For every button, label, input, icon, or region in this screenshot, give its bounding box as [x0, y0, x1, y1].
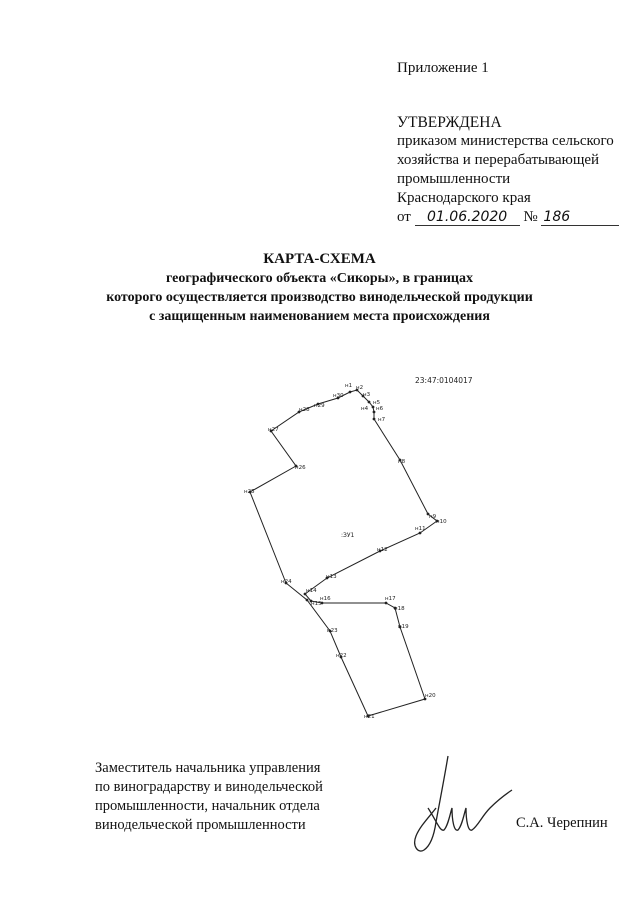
vertex-dot: [373, 418, 376, 421]
title-line: географического объекта «Сикоры», в границах: [166, 271, 473, 286]
handwritten-number: 186: [541, 210, 619, 226]
parcel-boundary: [250, 390, 437, 716]
point-label: н18: [394, 606, 405, 612]
point-label: н12: [377, 547, 388, 553]
signer-line: Заместитель начальника управления: [95, 760, 321, 776]
approval-line: промышленности: [397, 171, 511, 187]
point-label: н11: [415, 526, 426, 532]
vertex-dot: [368, 401, 371, 404]
parcel-label: :ЗУ1: [341, 532, 355, 539]
handwritten-signature: [400, 750, 515, 860]
point-label: н8: [398, 459, 406, 465]
point-label: н4: [361, 406, 369, 412]
title-line: КАРТА-СХЕМА: [263, 251, 376, 267]
point-label: н19: [398, 624, 409, 630]
point-label: н6: [376, 406, 384, 412]
point-label: н14: [306, 588, 317, 594]
vertex-dot: [349, 391, 352, 394]
point-label: н25: [244, 489, 255, 495]
point-label: н16: [320, 596, 331, 602]
boundary-vertices: [249, 389, 439, 718]
point-label: н23: [327, 628, 338, 634]
point-label: н7: [378, 417, 386, 423]
signer-name: С.А. Черепнин: [516, 815, 608, 831]
approval-line: приказом министерства сельского: [397, 133, 614, 149]
appendix-label: Приложение 1: [397, 60, 489, 76]
vertex-dot: [419, 532, 422, 535]
point-label: н30: [333, 393, 344, 399]
point-label: н5: [373, 400, 381, 406]
point-label: н26: [295, 465, 306, 471]
title-line: которого осуществляется производство винодельческой продукции: [106, 290, 533, 305]
vertex-dot: [373, 411, 376, 414]
point-label: н15: [311, 601, 322, 607]
signer-line: промышленности, начальник отдела: [95, 798, 320, 814]
point-label: н27: [268, 427, 279, 433]
point-label: н1: [345, 383, 353, 389]
signer-line: по виноградарству и винодельческой: [95, 779, 323, 795]
point-label: н13: [326, 574, 337, 580]
point-label: н2: [356, 385, 364, 391]
title-line: с защищенным наименованием места происхождения: [149, 309, 490, 324]
point-label: н28: [299, 407, 310, 413]
point-label: н22: [336, 653, 347, 659]
handwritten-date: 01.06.2020: [415, 210, 520, 226]
vertex-dot: [385, 602, 388, 605]
point-label: н17: [385, 596, 396, 602]
vertex-dot: [306, 599, 309, 602]
approval-heading: УТВЕРЖДЕНА: [397, 114, 502, 131]
number-prefix: №: [523, 209, 538, 225]
date-prefix: от: [397, 209, 411, 225]
signer-line: винодельческой промышленности: [95, 817, 306, 833]
signer-position: [95, 759, 323, 835]
approval-line: хозяйства и перерабатывающей: [397, 152, 600, 168]
point-label: н20: [425, 693, 436, 699]
cadastral-number: 23:47:0104017: [415, 376, 473, 385]
vertex-dot: [372, 406, 375, 409]
point-label: н3: [363, 392, 371, 398]
point-label: н9: [429, 514, 437, 520]
point-label: н21: [364, 714, 375, 720]
approval-line: Краснодарского края: [397, 190, 531, 206]
point-label: н10: [436, 519, 447, 525]
point-label: н29: [314, 403, 325, 409]
point-label: н24: [281, 579, 292, 585]
